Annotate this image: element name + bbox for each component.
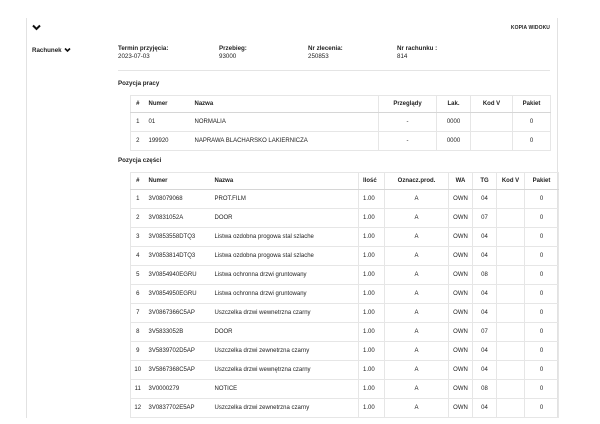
table-cell bbox=[471, 132, 513, 151]
table-cell: A bbox=[385, 380, 449, 399]
table-cell: OWN bbox=[449, 190, 473, 209]
table-cell: 2 bbox=[131, 209, 145, 228]
table-cell bbox=[497, 228, 525, 247]
table-cell: Uszczelka drzwi wewnętrzna czarny bbox=[211, 361, 359, 380]
table-cell: 1 bbox=[131, 190, 145, 209]
table-cell: A bbox=[385, 399, 449, 418]
work-table bbox=[130, 95, 551, 151]
table-cell bbox=[497, 247, 525, 266]
table-cell: Uszczelka drzwi zewnetrzna czarny bbox=[211, 399, 359, 418]
col-header: Przeglądy bbox=[379, 96, 437, 113]
table-header-row bbox=[131, 96, 551, 113]
top-bar bbox=[32, 22, 552, 36]
col-header: Nazwa bbox=[211, 173, 359, 190]
table-cell: 3V0831052A bbox=[145, 209, 211, 228]
table-cell: 1.00 bbox=[359, 304, 385, 323]
table-cell: 1.00 bbox=[359, 342, 385, 361]
table-cell: 199920 bbox=[145, 132, 191, 151]
rachunek-toggle[interactable] bbox=[32, 47, 71, 54]
meta-label: Nr rachunku : bbox=[397, 45, 438, 52]
col-header: Kod V bbox=[471, 96, 513, 113]
table-cell: 12 bbox=[131, 399, 145, 418]
col-header: Oznacz.prod. bbox=[385, 173, 449, 190]
meta-value: 250853 bbox=[308, 53, 329, 60]
table-row bbox=[131, 380, 559, 399]
table-cell: OWN bbox=[449, 323, 473, 342]
col-header: Numer bbox=[145, 173, 211, 190]
work-section-title: Pozycja pracy bbox=[118, 80, 160, 87]
table-cell: 1.00 bbox=[359, 399, 385, 418]
table-cell: 5 bbox=[131, 266, 145, 285]
table-cell bbox=[497, 361, 525, 380]
table-cell: 0 bbox=[525, 266, 559, 285]
table-cell: Listwa ochronna drzwi gruntowany bbox=[211, 285, 359, 304]
table-cell: A bbox=[385, 209, 449, 228]
table-cell: 3V0000279 bbox=[145, 380, 211, 399]
meta-value: 2023-07-03 bbox=[118, 53, 150, 60]
table-cell: 1.00 bbox=[359, 323, 385, 342]
table-cell: 0000 bbox=[437, 113, 471, 132]
table-row bbox=[131, 190, 559, 209]
table-cell: 1.00 bbox=[359, 190, 385, 209]
col-header: # bbox=[131, 96, 145, 113]
table-cell: 9 bbox=[131, 342, 145, 361]
table-cell: 08 bbox=[473, 266, 497, 285]
table-cell: 2 bbox=[131, 132, 145, 151]
table-cell: 3V0853558DTQ3 bbox=[145, 228, 211, 247]
col-header: Lak. bbox=[437, 96, 471, 113]
table-cell: 3V5839702D5AP bbox=[145, 342, 211, 361]
table-cell: 3V0853814DTQ3 bbox=[145, 247, 211, 266]
table-cell: 0 bbox=[513, 113, 551, 132]
table-cell: 07 bbox=[473, 209, 497, 228]
table-cell bbox=[497, 285, 525, 304]
meta-label: Termin przyjęcia: bbox=[118, 45, 169, 52]
table-cell: 0000 bbox=[437, 132, 471, 151]
table-row bbox=[131, 399, 559, 418]
table-cell: 04 bbox=[473, 304, 497, 323]
table-cell: - bbox=[379, 132, 437, 151]
table-cell: 1.00 bbox=[359, 266, 385, 285]
table-row bbox=[131, 132, 551, 151]
table-row bbox=[131, 285, 559, 304]
table-cell: OWN bbox=[449, 285, 473, 304]
table-cell: 3V0837702E5AP bbox=[145, 399, 211, 418]
table-cell: Uszczelka drzwi zewnetrzna czarny bbox=[211, 342, 359, 361]
col-header: Ilość bbox=[359, 173, 385, 190]
table-cell: 3V08079068 bbox=[145, 190, 211, 209]
table-cell bbox=[497, 399, 525, 418]
col-header: Kod V bbox=[497, 173, 525, 190]
table-cell: 1.00 bbox=[359, 209, 385, 228]
table-cell: DOOR bbox=[211, 323, 359, 342]
table-cell: 0 bbox=[525, 323, 559, 342]
table-row bbox=[131, 361, 559, 380]
table-cell: NORMALIA bbox=[191, 113, 379, 132]
table-cell bbox=[497, 342, 525, 361]
table-cell: 0 bbox=[525, 342, 559, 361]
table-row bbox=[131, 228, 559, 247]
meta-label: Nr zlecenia: bbox=[308, 45, 343, 52]
divider bbox=[118, 70, 550, 71]
table-cell: A bbox=[385, 304, 449, 323]
table-cell: 3V5867368C5AP bbox=[145, 361, 211, 380]
table-cell: A bbox=[385, 323, 449, 342]
table-cell: DOOR bbox=[211, 209, 359, 228]
table-cell bbox=[497, 209, 525, 228]
table-cell: 04 bbox=[473, 361, 497, 380]
table-cell: 10 bbox=[131, 361, 145, 380]
chevron-down-icon bbox=[64, 47, 71, 53]
meta-termin bbox=[118, 45, 168, 61]
table-cell bbox=[497, 323, 525, 342]
rachunek-label: Rachunek bbox=[32, 47, 62, 54]
meta-label: Przebieg: bbox=[219, 45, 247, 52]
table-cell: A bbox=[385, 190, 449, 209]
table-cell: NOTICE bbox=[211, 380, 359, 399]
table-cell: OWN bbox=[449, 247, 473, 266]
table-cell: 6 bbox=[131, 285, 145, 304]
col-header: Nazwa bbox=[191, 96, 379, 113]
table-row bbox=[131, 342, 559, 361]
table-cell: 04 bbox=[473, 399, 497, 418]
table-cell: 04 bbox=[473, 228, 497, 247]
table-cell: 1 bbox=[131, 113, 145, 132]
copy-view-button[interactable]: KOPIA WIDOKU bbox=[510, 25, 550, 31]
col-header: Pakiet bbox=[525, 173, 559, 190]
table-header-row bbox=[131, 173, 559, 190]
table-cell: OWN bbox=[449, 266, 473, 285]
table-cell: OWN bbox=[449, 304, 473, 323]
table-cell: 3 bbox=[131, 228, 145, 247]
table-cell: Listwa ozdobna progowa stal szlache bbox=[211, 247, 359, 266]
table-cell: 3V0867366C5AP bbox=[145, 304, 211, 323]
table-cell bbox=[497, 266, 525, 285]
table-cell: A bbox=[385, 266, 449, 285]
table-cell: OWN bbox=[449, 342, 473, 361]
table-cell: OWN bbox=[449, 209, 473, 228]
table-cell: 04 bbox=[473, 285, 497, 304]
table-cell: 4 bbox=[131, 247, 145, 266]
table-cell: A bbox=[385, 342, 449, 361]
table-cell: 0 bbox=[525, 361, 559, 380]
table-cell: A bbox=[385, 361, 449, 380]
table-cell: 0 bbox=[525, 304, 559, 323]
table-row bbox=[131, 247, 559, 266]
table-cell: 1.00 bbox=[359, 285, 385, 304]
table-cell: OWN bbox=[449, 380, 473, 399]
table-cell: A bbox=[385, 285, 449, 304]
table-cell bbox=[471, 113, 513, 132]
table-cell: Listwa ozdobna progowa stal szlache bbox=[211, 228, 359, 247]
table-cell: 3V0854940EGRU bbox=[145, 266, 211, 285]
meta-nr-zlecenia bbox=[308, 45, 343, 61]
table-cell: 0 bbox=[525, 380, 559, 399]
table-row bbox=[131, 209, 559, 228]
table-cell: 8 bbox=[131, 323, 145, 342]
table-cell: 1.00 bbox=[359, 247, 385, 266]
table-cell: 3V5833052B bbox=[145, 323, 211, 342]
col-header: Pakiet bbox=[513, 96, 551, 113]
table-cell: 07 bbox=[473, 323, 497, 342]
table-row bbox=[131, 304, 559, 323]
chevron-down-icon[interactable] bbox=[32, 24, 42, 32]
table-cell: OWN bbox=[449, 228, 473, 247]
meta-przebieg bbox=[219, 45, 247, 61]
table-cell: 1.00 bbox=[359, 380, 385, 399]
table-cell bbox=[497, 304, 525, 323]
table-cell: 04 bbox=[473, 247, 497, 266]
table-row bbox=[131, 266, 559, 285]
table-cell: Listwa ochronna drzwi gruntowany bbox=[211, 266, 359, 285]
table-cell: 08 bbox=[473, 380, 497, 399]
table-cell bbox=[497, 190, 525, 209]
table-cell: Uszczelka drzwi wewnetrzna czarny bbox=[211, 304, 359, 323]
meta-nr-rachunku bbox=[397, 45, 437, 61]
table-cell: NAPRAWA BLACHARSKO LAKIERNICZA bbox=[191, 132, 379, 151]
table-cell bbox=[497, 380, 525, 399]
table-cell: 01 bbox=[145, 113, 191, 132]
meta-value: 93000 bbox=[219, 53, 237, 60]
table-row bbox=[131, 323, 559, 342]
table-cell: 04 bbox=[473, 190, 497, 209]
table-cell: PROT.FILM bbox=[211, 190, 359, 209]
table-cell: 3V0854950EGRU bbox=[145, 285, 211, 304]
table-cell: A bbox=[385, 228, 449, 247]
table-cell: 1.00 bbox=[359, 228, 385, 247]
table-cell: 0 bbox=[513, 132, 551, 151]
table-cell: 04 bbox=[473, 342, 497, 361]
table-cell: 0 bbox=[525, 190, 559, 209]
parts-table bbox=[130, 172, 559, 418]
table-cell: - bbox=[379, 113, 437, 132]
col-header: Numer bbox=[145, 96, 191, 113]
table-cell: A bbox=[385, 247, 449, 266]
table-cell: OWN bbox=[449, 361, 473, 380]
table-cell: 0 bbox=[525, 399, 559, 418]
table-cell: 0 bbox=[525, 209, 559, 228]
parts-section-title: Pozycja części bbox=[118, 157, 162, 164]
col-header: # bbox=[131, 173, 145, 190]
col-header: TG bbox=[473, 173, 497, 190]
table-cell: 0 bbox=[525, 228, 559, 247]
meta-value: 814 bbox=[397, 53, 408, 60]
table-cell: 0 bbox=[525, 285, 559, 304]
table-cell: 11 bbox=[131, 380, 145, 399]
col-header: WA bbox=[449, 173, 473, 190]
table-cell: 1.00 bbox=[359, 361, 385, 380]
table-cell: 0 bbox=[525, 247, 559, 266]
table-row bbox=[131, 113, 551, 132]
table-cell: 7 bbox=[131, 304, 145, 323]
table-cell: OWN bbox=[449, 399, 473, 418]
